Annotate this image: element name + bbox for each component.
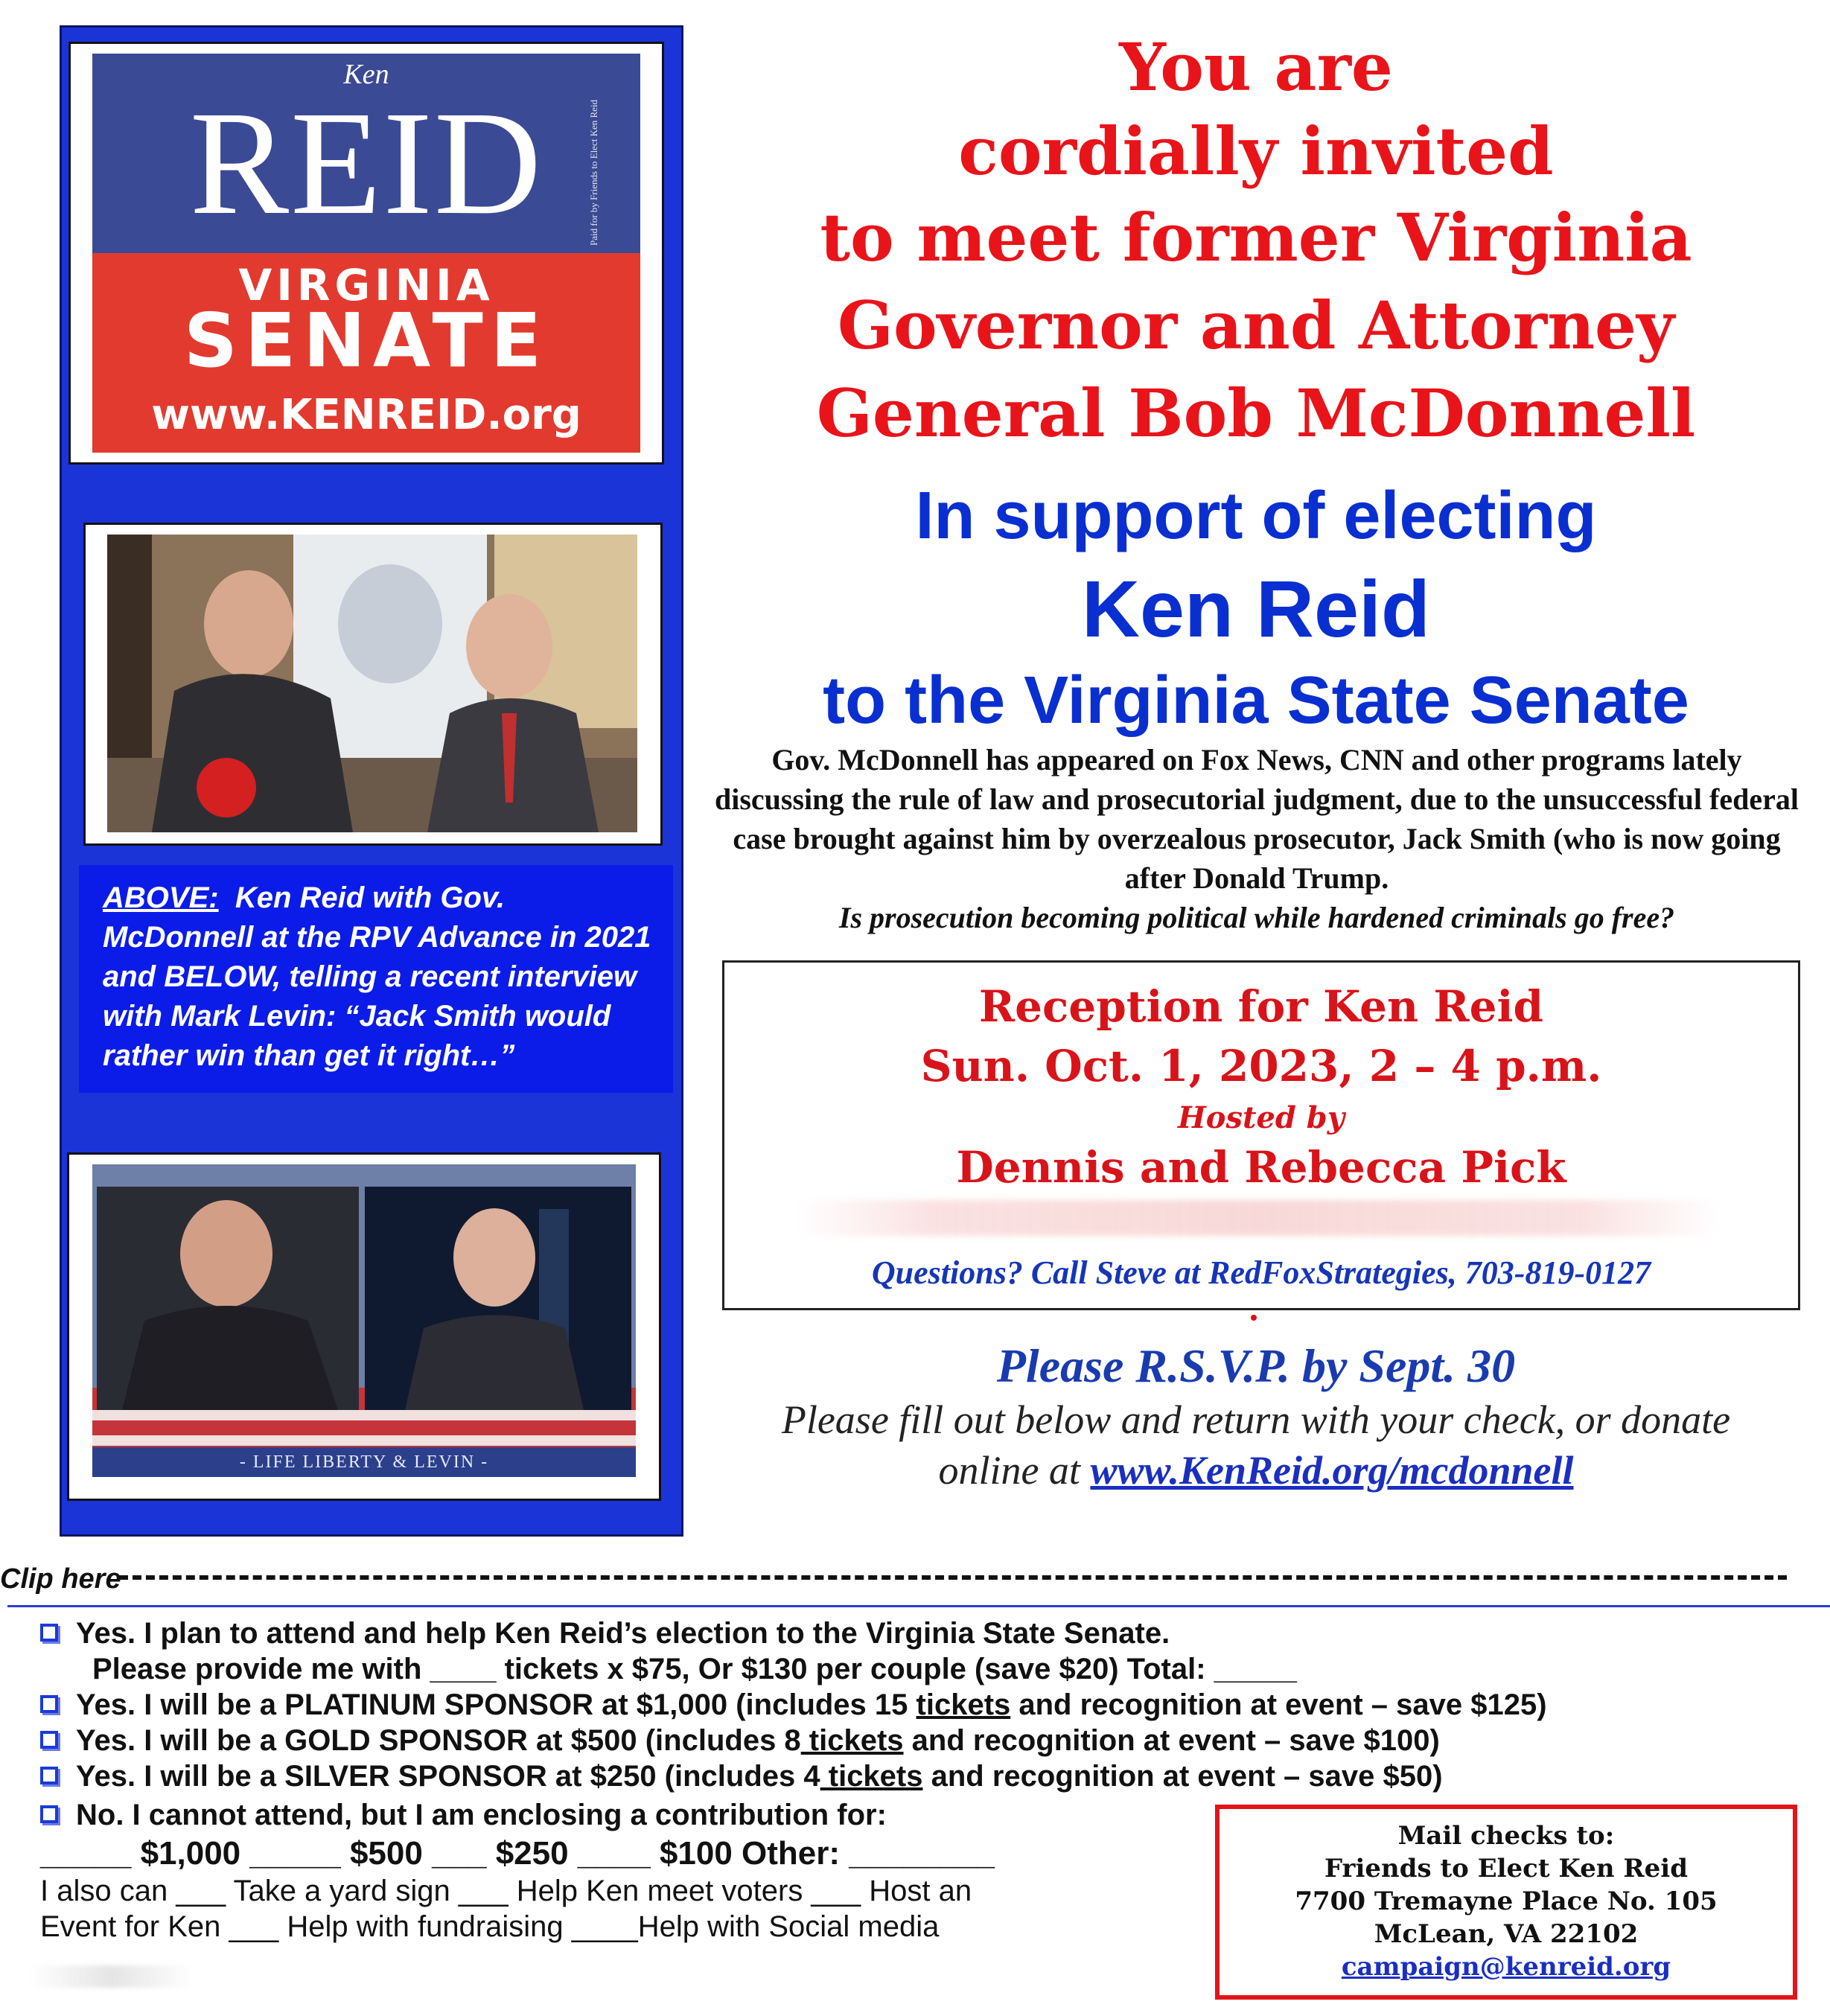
support-line-3: to the Virginia State Senate [823, 663, 1689, 738]
logo-first-name: Ken [343, 59, 389, 90]
prosecution-question: Is prosecution becoming political while hardened criminals go free? [838, 901, 1675, 934]
event-title: Reception for Ken Reid [978, 981, 1544, 1032]
logo-virginia: VIRGINIA [238, 260, 494, 310]
logo-last-name: REID [189, 81, 543, 246]
support-candidate: Ken Reid [1081, 564, 1431, 654]
silver-tickets-word: tickets [820, 1760, 923, 1793]
platinum-label-a: Yes. I will be a PLATINUM SPONSOR at $1,000 (includes 15 [76, 1688, 916, 1721]
event-datetime: Sun. Oct. 1, 2023, 2 – 4 p.m. [920, 1041, 1602, 1091]
contribution-label: No. I cannot attend, but I am enclosing a contribution for: [76, 1799, 887, 1831]
support-line-1: In support of electing [915, 479, 1597, 553]
volunteer-options-2[interactable]: Event for Ken ___ Help with fundraising ____Help with Social media [40, 1910, 940, 1943]
form-top-rule [7, 1605, 1830, 1607]
logo-url: www.KENREID.org [151, 391, 581, 439]
volunteer-options-1[interactable]: I also can ___ Take a yard sign ___ Help Ken meet voters ___ Host an [40, 1875, 972, 1907]
mail-heading: Mail checks to: [1397, 1821, 1615, 1851]
rsvp-instruction-2 [716, 1444, 1796, 1496]
photo-reid-mcdonnell-illustration [107, 535, 637, 832]
invite-line-5: General Bob McDonnell [816, 374, 1696, 452]
caption-lead: ABOVE: [103, 881, 219, 914]
photo-caption [103, 878, 661, 1076]
rsvp-online-prefix: online at [938, 1448, 1091, 1493]
event-questions: Questions? Call Steve at RedFoxStrategies, 703-819-0127 [871, 1254, 1651, 1291]
caption-text: Ken Reid with Gov. McDonnell at the RPV Advance in 2021 and BELOW, telling a recent interview with Mark Levin: “Jack Smith would rather win than get it right…” [103, 881, 651, 1072]
photo-reid-mcdonnell [107, 535, 637, 832]
form-option-attend-label: Yes. I plan to attend and help Ken Reid’s election to the Virginia State Senate. [76, 1617, 1170, 1650]
platinum-label-b: and recognition at event – save $125) [1010, 1688, 1547, 1721]
silver-label-a: Yes. I will be a SILVER SPONSOR at $250 (includes 4 [76, 1760, 820, 1793]
event-hosted-by: Hosted by [1177, 1100, 1345, 1135]
checkbox-silver[interactable] [40, 1767, 58, 1784]
divider-dot [1251, 1315, 1257, 1321]
invite-line-1: You are [1119, 28, 1393, 106]
gold-label-b: and recognition at event – save $100) [903, 1724, 1440, 1757]
mail-email-line [1220, 1950, 1793, 1983]
form-option-contribution[interactable] [40, 1797, 887, 1833]
gold-tickets-word: tickets [800, 1724, 904, 1757]
event-hosts: Dennis and Rebecca Pick [956, 1142, 1566, 1193]
platinum-tickets-word: tickets [916, 1688, 1011, 1721]
tv-banner: - LIFE LIBERTY & LEVIN - [92, 1447, 636, 1477]
photo-levin-interview [92, 1164, 636, 1477]
scan-smudge [30, 1965, 194, 1988]
campaign-email-link[interactable]: campaign@kenreid.org [1341, 1952, 1671, 1982]
donate-link[interactable]: www.KenReid.org/mcdonnell [1090, 1448, 1574, 1493]
checkbox-platinum[interactable] [40, 1695, 58, 1713]
rsvp-instruction-1: Please fill out below and return with your check, or donate [781, 1397, 1731, 1442]
form-option-platinum[interactable] [40, 1687, 1547, 1723]
clip-dashed-line [119, 1575, 1787, 1580]
logo-senate: SENATE [183, 297, 549, 384]
mcdonnell-paragraph: Gov. McDonnell has appeared on Fox News, CNN and other programs lately discussing the rule of law and prosecutorial judgment, due to the unsuccessful federal case brought against him by overzealous prosecutor, Jack Smith (who is now going after Donald Trump. [715, 743, 1799, 895]
rsvp-deadline: Please R.S.V.P. by Sept. 30 [996, 1339, 1516, 1392]
silver-label-b: and recognition at event – save $50) [922, 1760, 1443, 1793]
logo-disclaimer: Paid for by Friends to Elect Ken Reid [588, 99, 599, 246]
form-option-silver[interactable] [40, 1758, 1443, 1794]
contribution-amounts[interactable]: _____ $1,000 _____ $500 ___ $250 ____ $100 Other: ________ [40, 1835, 995, 1872]
invite-line-2: cordially invited [958, 112, 1554, 190]
checkbox-contribution[interactable] [40, 1805, 58, 1823]
invite-line-3: to meet former Virginia [820, 199, 1692, 276]
mail-name: Friends to Elect Ken Reid [1324, 1854, 1688, 1883]
mail-street: 7700 Tremayne Place No. 105 [1295, 1886, 1718, 1916]
mail-city: McLean, VA 22102 [1374, 1919, 1639, 1949]
checkbox-gold[interactable] [40, 1731, 58, 1749]
invite-line-4: Governor and Attorney [837, 287, 1675, 364]
checkbox-attend[interactable] [40, 1624, 58, 1642]
form-option-attend[interactable] [40, 1615, 1170, 1651]
form-option-gold[interactable] [40, 1723, 1440, 1758]
gold-label-a: Yes. I will be a GOLD SPONSOR at $500 (includes 8 [76, 1724, 801, 1757]
photo-levin-interview-illustration [92, 1164, 636, 1477]
clip-label: Clip here [0, 1563, 121, 1595]
form-ticket-detail[interactable]: Please provide me with ____ tickets x $75, Or $130 per couple (save $20) Total: _____ [92, 1653, 1297, 1685]
redacted-address [797, 1200, 1720, 1236]
